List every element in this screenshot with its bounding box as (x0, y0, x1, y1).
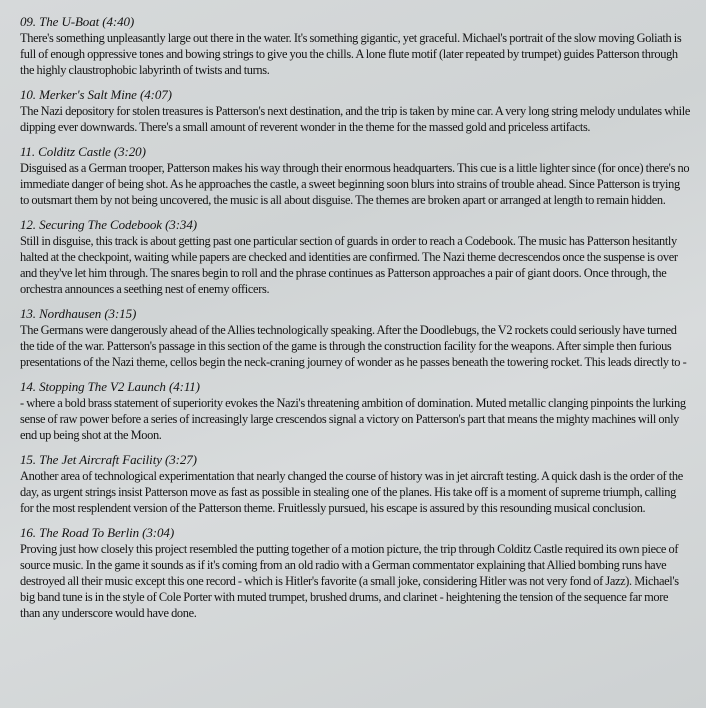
track-description: Disguised as a German trooper, Patterson makes his way through their enormous headquarters. This cue is a little lighter since (for once) there's no immediate danger of being shot. As he approaches the castle, a sweet beginning soon blurs into strains of trouble ahead. Since Patterson is trying to outsmart them by not being uncovered, the music is all about disguise. The themes are broken apart or arranged at length to remain hidden. (20, 161, 690, 207)
track-title: 12. Securing The Codebook (3:34) (20, 217, 197, 232)
track-entry (20, 452, 690, 516)
track-entry (20, 87, 690, 135)
track-description: The Nazi depository for stolen treasures is Patterson's next destination, and the trip is taken by mine car. A very long string melody undulates while dipping ever downwards. There's a small amount of reverent wonder in the theme for the massed gold and priceless artifacts. (20, 104, 690, 134)
track-title: 15. The Jet Aircraft Facility (3:27) (20, 452, 197, 467)
track-entry (20, 306, 690, 370)
track-title: 16. The Road To Berlin (3:04) (20, 525, 175, 540)
liner-notes-page (20, 14, 690, 630)
track-entry (20, 525, 690, 621)
track-title: 10. Merker's Salt Mine (4:07) (20, 87, 172, 102)
track-description: There's something unpleasantly large out there in the water. It's something gigantic, yet graceful. Michael's portrait of the slow moving Goliath is full of enough oppressive tones and bowing strings to give you the chills. A lone flute motif (later repeated by trumpet) guides Patterson through the highly claustrophobic labyrinth of twists and turns. (20, 31, 682, 77)
track-description: - where a bold brass statement of superiority evokes the Nazi's threatening ambition of domination. Muted metallic clanging pinpoints the lurking sense of raw power before a series of increasingly large crescendos signal a victory on Patterson's part that means the mighty machines will only end up being shot at the Moon. (20, 396, 686, 442)
track-title: 09. The U-Boat (4:40) (20, 14, 135, 29)
track-description: Still in disguise, this track is about getting past one particular section of guards in order to reach a Codebook. The music has Patterson hesitantly halted at the checkpoint, waiting while papers are checked and identities are confirmed. The Nazi theme decrescendos once the suspense is over and they've let him through. The snares begin to roll and the phrase continues as Patterson approaches a pair of giant doors. Once through, the orchestra announces a seething nest of enemy officers. (20, 234, 678, 296)
track-description: Proving just how closely this project resembled the putting together of a motion picture, the trip through Colditz Castle required its own piece of source music. In the game it sounds as if it's coming from an old radio with a German commentator explaining that Allied bombing runs have destroyed all their music except this one record - which is Hitler's favorite (a small joke, considering Hitler was not very fond of Jazz). Michael's big band tune is in the style of Cole Porter with muted trumpet, brushed drums, and clarinet - heightening the tension of the sequence far more than any underscore would have done. (20, 542, 679, 620)
track-title: 13. Nordhausen (3:15) (20, 306, 137, 321)
track-entry (20, 217, 690, 297)
track-description: Another area of technological experimentation that nearly changed the course of history was in jet aircraft testing. A quick dash is the order of the day, as urgent strings insist Patterson move as fast as possible in stealing one of the planes. His take off is a moment of supreme triumph, calling for the most resplendent version of the Patterson theme. Fruitlessly pursued, his escape is assured by this resounding musical conclusion. (20, 469, 683, 515)
track-entry (20, 379, 690, 443)
track-title: 11. Colditz Castle (3:20) (20, 144, 146, 159)
track-entry (20, 14, 690, 78)
track-entry (20, 144, 690, 208)
track-description: The Germans were dangerously ahead of the Allies technologically speaking. After the Doodlebugs, the V2 rockets could seriously have turned the tide of the war. Patterson's passage in this section of the game is through the construction facility for the weapons. After simple then furious presentations of the Nazi theme, cellos begin the neck-craning journey of wonder as he passes beneath the towering rocket. This leads directly to - (20, 323, 687, 369)
track-title: 14. Stopping The V2 Launch (4:11) (20, 379, 200, 394)
